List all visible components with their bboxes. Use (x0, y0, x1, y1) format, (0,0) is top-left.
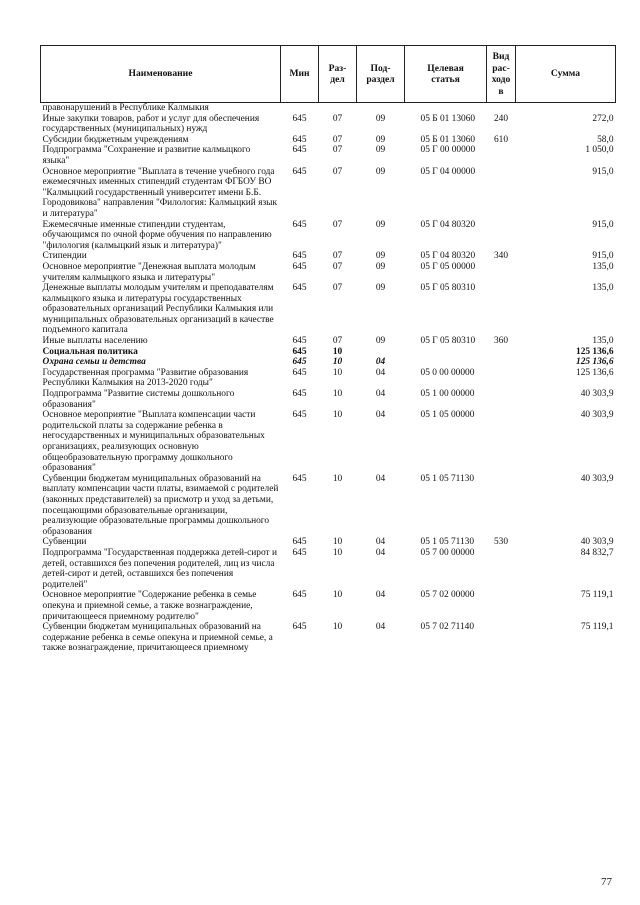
cell-razdel: 10 (332, 590, 343, 601)
cell-celevaya-statya: 05 Г 04 00000 (420, 166, 476, 177)
cell-summa: 915,0 (592, 219, 614, 230)
table-row (41, 262, 616, 283)
cell-razdel: 10 (332, 389, 343, 400)
cell-min: 645 (292, 145, 307, 156)
cell-min: 645 (292, 537, 307, 548)
cell-podrazdel: 04 (375, 622, 386, 633)
cell-min: 645 (292, 134, 307, 145)
table-header (41, 46, 616, 103)
cell-podrazdel: 09 (375, 134, 386, 145)
cell-celevaya-statya: 05 Г 05 00000 (420, 261, 476, 272)
table-row (41, 103, 616, 114)
cell-podrazdel: 04 (375, 590, 386, 601)
cell-podrazdel: 09 (375, 261, 386, 272)
table-row (41, 548, 616, 590)
cell-vid-rashodov: 340 (493, 251, 509, 262)
cell-podrazdel: 04 (375, 357, 386, 368)
cell-celevaya-statya (405, 357, 487, 368)
cell-summa: 915,0 (592, 166, 614, 177)
cell-razdel (319, 103, 357, 114)
cell-vid-rashodov (487, 347, 516, 358)
table-row (41, 114, 616, 135)
cell-min: 645 (292, 622, 307, 633)
cell-summa: 84 832,7 (580, 547, 614, 558)
cell-razdel: 07 (332, 261, 343, 272)
cell-vid-rashodov (487, 167, 516, 220)
cell-celevaya-statya: 05 7 02 00000 (420, 590, 475, 601)
cell-min: 645 (292, 219, 307, 230)
table-row (41, 368, 616, 389)
cell-summa: 75 119,1 (581, 590, 614, 601)
cell-name: Государственная программа "Развитие образования Республики Калмыкия на 2013-2020 годы" (42, 367, 249, 389)
cell-celevaya-statya: 05 7 02 71140 (420, 622, 475, 633)
cell-podrazdel: 04 (375, 547, 386, 558)
cell-name: Основное мероприятие "Содержание ребенка в семье опекуна и приемной семье, а также вознаграждение, причитающееся приемному родителю" (42, 590, 257, 622)
cell-min: 645 (292, 473, 307, 484)
cell-name: Социальная политика (42, 346, 138, 357)
cell-celevaya-statya (405, 347, 487, 358)
cell-vid-rashodov (487, 145, 516, 166)
budget-table (40, 45, 616, 654)
cell-min: 645 (292, 367, 307, 378)
table-row (41, 283, 616, 336)
cell-summa: 272,0 (592, 113, 614, 124)
cell-razdel: 07 (332, 145, 343, 156)
cell-podrazdel (357, 347, 405, 358)
cell-vid-rashodov: 610 (493, 134, 509, 145)
cell-vid-rashodov (487, 622, 516, 654)
header-celevaya-statya: Целевая статья (405, 46, 487, 103)
cell-name: Подпрограмма "Государственная поддержка детей-сирот и детей, оставшихся без попечения родителей, лиц из числа детей-сирот и детей, оставшихся без попечения родителей" (42, 547, 278, 590)
header-name: Наименование (41, 46, 281, 103)
cell-vid-rashodov: 530 (493, 537, 509, 548)
cell-celevaya-statya: 05 0 00 00000 (420, 367, 475, 378)
cell-min: 645 (292, 283, 307, 294)
cell-min: 645 (292, 113, 307, 124)
cell-celevaya-statya: 05 Г 05 80310 (420, 283, 476, 294)
cell-razdel: 10 (332, 622, 343, 633)
cell-min: 645 (292, 346, 307, 357)
cell-razdel: 10 (332, 367, 343, 378)
cell-vid-rashodov: 360 (493, 336, 509, 347)
cell-summa: 58,0 (597, 134, 614, 145)
cell-vid-rashodov (487, 368, 516, 389)
cell-vid-rashodov (487, 548, 516, 590)
table-row (41, 220, 616, 252)
cell-vid-rashodov (487, 590, 516, 622)
cell-podrazdel: 04 (375, 537, 386, 548)
cell-podrazdel: 09 (375, 113, 386, 124)
cell-vid-rashodov (487, 283, 516, 336)
cell-summa: 75 119,1 (581, 622, 614, 633)
cell-name: Иные выплаты населению (42, 336, 148, 347)
cell-razdel: 07 (332, 251, 343, 262)
cell-razdel: 10 (332, 357, 343, 368)
cell-name: Стипендии (42, 251, 87, 262)
cell-celevaya-statya: 05 Г 04 80320 (420, 219, 476, 230)
cell-vid-rashodov (487, 220, 516, 252)
cell-vid-rashodov (487, 389, 516, 410)
cell-podrazdel: 04 (375, 389, 386, 400)
cell-name: Субвенции бюджетам муниципальных образований на выплату компенсации части платы, взимаемой с родителей (законных представителей) за присмотр и уход за детьми, посещающими образовательные организации, реализующие образовательные программы дошкольного образования (42, 473, 279, 537)
header-razdel: Раз- дел (319, 46, 357, 103)
cell-name: Подпрограмма "Сохранение и развитие калмыцкого языка" (42, 145, 251, 166)
cell-razdel: 07 (332, 166, 343, 177)
cell-razdel: 07 (332, 336, 343, 347)
cell-razdel: 10 (332, 473, 343, 484)
cell-summa: 40 303,9 (580, 410, 614, 421)
cell-min: 645 (292, 251, 307, 262)
cell-celevaya-statya: 05 Б 01 13060 (420, 134, 476, 145)
table-row (41, 474, 616, 538)
cell-name: Основное мероприятие "Выплата компенсации части родительской платы за содержание ребенка в негосударственных и муниципальных образовательных организациях, реализующих основную общеобразовательную программу дошкольного образования" (42, 410, 265, 474)
table-row (41, 145, 616, 166)
table-row (41, 336, 616, 347)
cell-celevaya-statya: 05 1 05 71130 (420, 473, 475, 484)
cell-razdel: 10 (332, 410, 343, 421)
cell-min: 645 (292, 166, 307, 177)
table-row (41, 410, 616, 474)
cell-summa (516, 103, 616, 114)
cell-summa: 40 303,9 (580, 537, 614, 548)
cell-summa: 125 136,6 (576, 367, 614, 378)
cell-min: 645 (292, 389, 307, 400)
cell-min: 645 (292, 336, 307, 347)
cell-min: 645 (292, 590, 307, 601)
table-row (41, 389, 616, 410)
cell-summa: 1 050,0 (585, 145, 614, 156)
cell-vid-rashodov (487, 410, 516, 474)
cell-summa: 915,0 (592, 251, 614, 262)
cell-vid-rashodov: 240 (493, 113, 509, 124)
cell-name: Основное мероприятие "Выплата в течение учебного года ежемесячных именных стипендий студентам ФГБОУ ВО "Калмыцкий государственный университет имени Б.Б. Городовикова" направления "Филология: Калмыцкий язык и литература" (42, 166, 278, 219)
cell-name: Субвенции бюджетам муниципальных образований на содержание ребенка в семье опекуна и приемной семье, а также вознаграждение, причитающееся приемному (42, 622, 273, 654)
cell-summa: 40 303,9 (580, 389, 614, 400)
cell-celevaya-statya: 05 Г 05 80310 (420, 336, 476, 347)
table-row (41, 590, 616, 622)
cell-podrazdel: 09 (375, 219, 386, 230)
cell-name: Субвенции (42, 537, 87, 548)
table-row (41, 357, 616, 368)
cell-name: Иные закупки товаров, работ и услуг для обеспечения государственных (муниципальных) нужд (42, 113, 260, 135)
cell-summa: 135,0 (592, 336, 614, 347)
cell-name: Субсидии бюджетным учреждениям (42, 134, 189, 145)
cell-podrazdel: 09 (375, 336, 386, 347)
cell-podrazdel: 09 (375, 145, 386, 156)
cell-razdel: 10 (332, 537, 343, 548)
cell-podrazdel (357, 103, 405, 114)
header-vid-rashodov: Вид рас- ходо в (487, 46, 516, 103)
table-row (41, 251, 616, 262)
cell-name: правонарушений в Республике Калмыкия (42, 103, 209, 113)
cell-celevaya-statya: 05 7 00 00000 (420, 547, 475, 558)
cell-podrazdel: 04 (375, 473, 386, 484)
cell-summa: 40 303,9 (580, 473, 614, 484)
cell-razdel: 10 (332, 547, 343, 558)
cell-name: Подпрограмма "Развитие системы дошкольного образования" (42, 389, 235, 410)
cell-celevaya-statya: 05 Б 01 13060 (420, 113, 476, 124)
cell-min (281, 103, 319, 114)
cell-min: 645 (292, 357, 307, 368)
cell-summa: 125 136,6 (576, 357, 614, 368)
cell-celevaya-statya: 05 1 05 71130 (420, 537, 475, 548)
cell-summa: 135,0 (592, 261, 614, 272)
cell-summa: 125 136,6 (576, 346, 614, 357)
cell-name: Охрана семьи и детства (42, 357, 146, 368)
cell-podrazdel: 09 (375, 283, 386, 294)
cell-razdel: 10 (332, 346, 343, 357)
cell-celevaya-statya (405, 103, 487, 114)
cell-min: 645 (292, 261, 307, 272)
cell-name: Ежемесячные именные стипендии студентам, обучающимся по очной форме обучения по направлению "филология (калмыцкий язык и литература)" (42, 219, 272, 251)
table-row (41, 622, 616, 654)
header-min: Мин (281, 46, 319, 103)
cell-razdel: 07 (332, 134, 343, 145)
table-row (41, 167, 616, 220)
header-summa: Сумма (516, 46, 616, 103)
cell-razdel: 07 (332, 113, 343, 124)
cell-podrazdel: 04 (375, 367, 386, 378)
cell-min: 645 (292, 410, 307, 421)
cell-name: Денежные выплаты молодым учителям и преподавателям калмыцкого языка и литературы государственных образовательных организаций Республики Калмыкия или муниципальных образовательных организаций в качестве подъемного капитала (42, 283, 274, 336)
cell-summa: 135,0 (592, 283, 614, 294)
cell-name: Основное мероприятие "Денежная выплата молодым учителям калмыцкого языка и литературы" (42, 261, 256, 283)
table-row (41, 347, 616, 358)
cell-celevaya-statya: 05 Г 04 80320 (420, 251, 476, 262)
cell-vid-rashodov (487, 103, 516, 114)
cell-celevaya-statya: 05 1 00 00000 (420, 389, 475, 400)
cell-razdel: 07 (332, 283, 343, 294)
cell-podrazdel: 04 (375, 410, 386, 421)
page-number: 77 (601, 876, 612, 888)
cell-min: 645 (292, 547, 307, 558)
cell-celevaya-statya: 05 Г 00 00000 (420, 145, 476, 156)
table-row (41, 135, 616, 146)
cell-vid-rashodov (487, 474, 516, 538)
cell-podrazdel: 09 (375, 166, 386, 177)
cell-vid-rashodov (487, 357, 516, 368)
cell-podrazdel: 09 (375, 251, 386, 262)
table-body (41, 103, 616, 654)
cell-vid-rashodov (487, 262, 516, 283)
cell-razdel: 07 (332, 219, 343, 230)
table-row (41, 537, 616, 548)
header-podrazdel: Под- раздел (357, 46, 405, 103)
cell-celevaya-statya: 05 1 05 00000 (420, 410, 475, 421)
